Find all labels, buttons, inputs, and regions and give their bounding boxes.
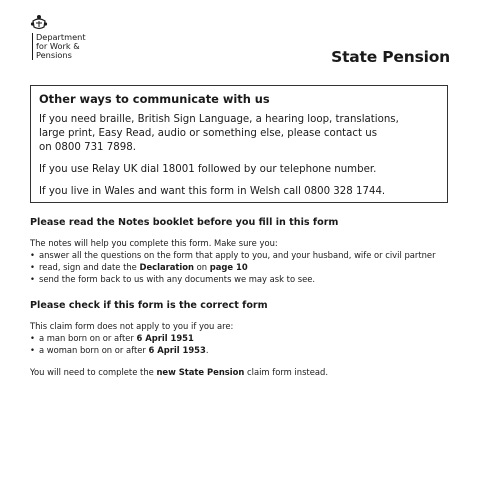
check-list — [30, 332, 460, 356]
contact-accessibility-text — [39, 113, 447, 155]
list-item: • read, sign and date the Declaration on page 10 — [30, 261, 460, 273]
dwp-logo — [30, 14, 86, 60]
logo-wordmark — [32, 33, 86, 60]
contact-line-2: large print, Easy Read, audio or something else, please contact us — [39, 128, 377, 139]
closing-instruction: You will need to complete the new State Pension claim form instead. — [30, 367, 328, 377]
document-title: State Pension — [331, 48, 450, 66]
contact-line-3: on 0800 731 7898. — [39, 142, 136, 153]
contact-line-1: If you need braille, British Sign Language, a hearing loop, translations, — [39, 114, 399, 125]
list-item: • a man born on or after 6 April 1951 — [30, 332, 460, 344]
welsh-form-text: If you live in Wales and want this form in Welsh call 0800 328 1744. — [39, 186, 386, 197]
logo-line-2: for Work & — [36, 41, 80, 51]
relay-uk-text: If you use Relay UK dial 18001 followed by our telephone number. — [39, 164, 377, 175]
logo-line-1: Department — [36, 32, 86, 42]
notes-list — [30, 249, 460, 285]
royal-crest-icon — [30, 14, 48, 31]
contact-box — [30, 85, 448, 203]
notes-heading: Please read the Notes booklet before you fill in this form — [30, 217, 339, 228]
check-intro: This claim form does not apply to you if you are: — [30, 321, 234, 331]
notes-section — [30, 217, 460, 285]
contact-box-heading: Other ways to communicate with us — [39, 92, 270, 106]
notes-intro: The notes will help you complete this form. Make sure you: — [30, 238, 278, 248]
list-item: • answer all the questions on the form that apply to you, and your husband, wife or civil partner — [30, 249, 460, 261]
logo-line-3: Pensions — [36, 50, 72, 60]
list-item: • send the form back to us with any documents we may ask to see. — [30, 273, 460, 285]
check-section — [30, 300, 460, 356]
check-heading: Please check if this form is the correct form — [30, 300, 268, 311]
list-item: • a woman born on or after 6 April 1953. — [30, 344, 460, 356]
